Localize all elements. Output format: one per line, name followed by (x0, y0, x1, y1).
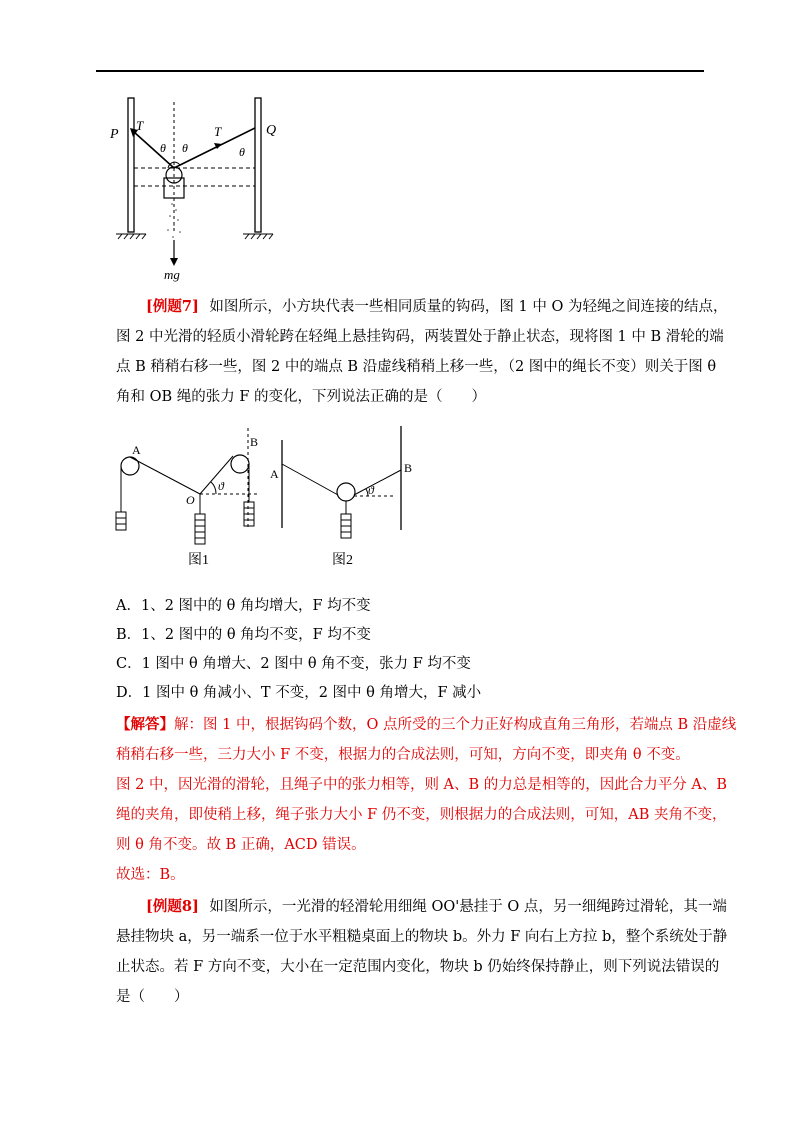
label-theta-right: θ (182, 141, 188, 155)
label-q: Q (266, 123, 277, 138)
right-ground-hatch (243, 234, 273, 239)
label-t-right: T (214, 124, 222, 139)
label-theta-q: θ (239, 145, 245, 159)
rope-pulley-b (354, 470, 401, 495)
options-list (116, 596, 716, 706)
left-pole (128, 98, 134, 232)
answer-line-1: 解：图 1 中，根据钩码个数，O 点所受的三个力正好构成直角三角形，若端点 B 沿虚线 (174, 717, 737, 733)
angle-arc-right (174, 162, 180, 165)
weights-b (244, 502, 254, 526)
fig2-label-b: B (404, 461, 413, 475)
fig1-label-a: A (132, 443, 141, 457)
example8-line-1: 如图所示，一光滑的轻滑轮用细绳 OO'悬挂于 O 点，另一细绳跨过滑轮，其一端 (209, 899, 727, 915)
option-b: B．1、2 图中的 θ 角均不变，F 均不变 (116, 627, 371, 643)
answer-tag: 【解答】 (116, 716, 174, 733)
left-ground-hatch (116, 234, 146, 239)
pulley-b (231, 455, 249, 473)
rope-o-b (200, 456, 233, 494)
answer-line-6: 故选：B。 (116, 867, 185, 883)
example7-line-4: 角和 OB 绳的张力 F 的变化，下列说法正确的是（ ） (116, 389, 487, 405)
figure2-diagram (268, 420, 418, 570)
example7-line-3: 点 B 稍稍右移一些，图 2 中的端点 B 沿虚线稍稍上移一些，（2 图中的绳长不变）则关于图 θ (116, 359, 717, 375)
rope-left (134, 132, 174, 168)
header-rule (96, 70, 704, 72)
answer-line-2: 稍稍右移一些，三力大小 F 不变，根据力的合成法则，可知，方向不变，即夹角 θ 不变。 (116, 747, 690, 763)
example7-line-1: 如图所示，小方块代表一些相同质量的钩码，图 1 中 O 为轻绳之间连接的结点， (209, 299, 728, 315)
answer-line-5: 则 θ 角不变。故 B 正确，ACD 错误。 (116, 837, 366, 853)
pulley-a (121, 457, 139, 475)
option-c: C．1 图中 θ 角增大、2 图中 θ 角不变，张力 F 均不变 (116, 656, 471, 672)
example8-line-3: 止状态。若 F 方向不变，大小在一定范围内变化，物块 b 仍始终保持静止，则下列说法错误的 (116, 959, 720, 975)
figure1-diagram (108, 420, 268, 570)
label-t-left: T (136, 118, 144, 133)
example7-tag: [例题7] (146, 298, 199, 315)
weights-a (116, 512, 126, 530)
fig2-caption: 图2 (332, 553, 353, 568)
weights-o (195, 514, 205, 544)
example7-line-2: 图 2 中光滑的轻质小滑轮跨在轻绳上悬挂钩码，两装置处于静止状态，现将图 1 中 B 滑轮的端 (116, 329, 724, 345)
example8-block (116, 897, 728, 1017)
mg-arrow-icon (170, 258, 178, 266)
example8-line-2: 悬挂物块 a，另一端系一位于水平粗糙桌面上的物块 b。外力 F 向右上方拉 b，整个系统处于静 (116, 929, 728, 945)
fig1-label-theta: ϑ (218, 479, 224, 493)
answer-line-4: 绳的夹角，即使稍上移，绳子张力大小 F 仍不变，则根据力的合成法则，可知，AB 夹角不变， (116, 807, 727, 823)
theta-arc (211, 482, 216, 494)
label-theta-left: θ (160, 141, 166, 155)
example7-block (116, 297, 728, 417)
right-pole (255, 98, 261, 232)
example8-tag: [例题8] (146, 898, 199, 915)
fig1-caption: 图1 (188, 553, 209, 568)
fig1-label-o: O (186, 493, 195, 507)
rope-a-pulley (282, 464, 338, 495)
example8-line-4: 是（ ） (116, 989, 189, 1005)
pulley (337, 483, 355, 501)
label-mg: mg (164, 267, 180, 282)
rope-a-o (130, 457, 200, 494)
fig1-label-b: B (250, 435, 259, 449)
option-d: D．1 图中 θ 角减小、T 不变，2 图中 θ 角增大，F 减小 (116, 685, 482, 701)
answer-block (116, 715, 737, 890)
figure-top-diagram (108, 92, 288, 282)
fig2-label-a: A (270, 467, 279, 481)
fig2-label-theta: ϑ (368, 483, 374, 497)
answer-line-3: 图 2 中，因光滑的滑轮，且绳子中的张力相等，则 A、B 的力总是相等的，因此合力平分 A、B (116, 777, 728, 793)
option-a: A．1、2 图中的 θ 角均增大，F 均不变 (116, 598, 371, 614)
weights (341, 514, 351, 538)
gravity-dots (167, 203, 181, 238)
label-p: P (110, 127, 119, 142)
